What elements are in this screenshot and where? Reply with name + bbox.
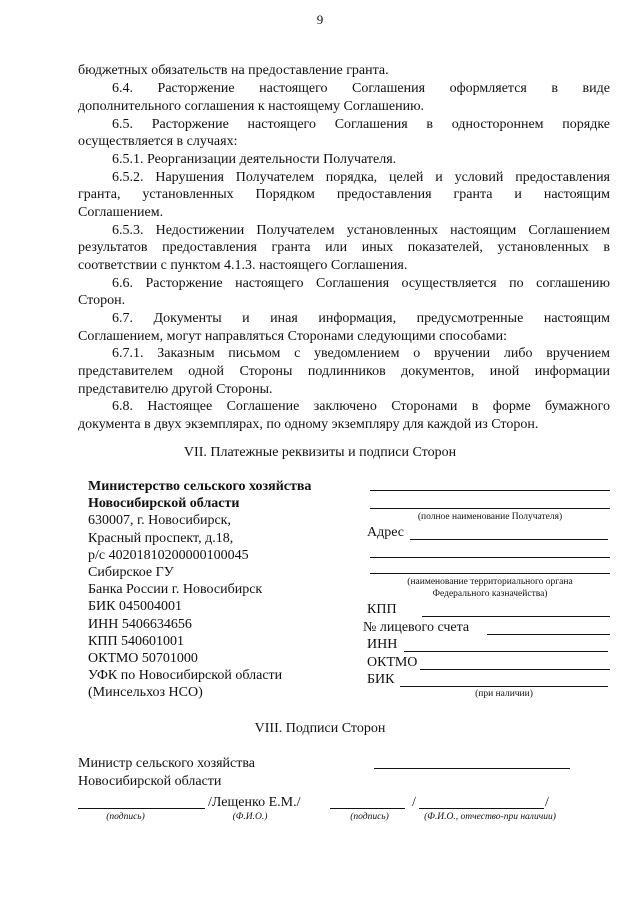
page-number: 9 (316, 12, 324, 27)
clause-6-5-3: 6.5.3. Недостижении Получателем установленных настоящим Соглашением (112, 223, 610, 238)
treasury-line[interactable] (370, 573, 610, 574)
ministry-inn: ИНН 5406634656 (88, 616, 192, 632)
text-line: бюджетных обязательств на предоставление гранта. (78, 63, 389, 78)
ministry-bik: БИК 045004001 (88, 599, 182, 615)
recipient-fio-line[interactable] (419, 808, 544, 809)
recipient-position-line[interactable] (374, 768, 570, 769)
inn-label: ИНН (367, 637, 398, 652)
text-line: Соглашением. (78, 205, 164, 220)
address-line-2[interactable] (370, 557, 610, 558)
ministry-kpp: КПП 540601001 (88, 633, 185, 649)
ministry-oktmo: ОКТМО 50701000 (88, 651, 198, 667)
ministry-bank-line2: Банка России г. Новосибирск (88, 582, 263, 598)
ministry-name-line2: Новосибирской области (88, 496, 240, 512)
minister-title-line2: Новосибирской области (78, 774, 222, 789)
ministry-address-line1: 630007, г. Новосибирск, (88, 513, 231, 529)
caption-signature-1: (подпись) (106, 812, 145, 822)
slash-open: / (412, 795, 416, 810)
text-line: представителю другой Стороны. (78, 382, 273, 397)
ministry-account: р/с 40201810200000100045 (88, 547, 249, 563)
treasury-caption-2: Федерального казначейства) (432, 589, 548, 599)
text-line: гранта, установленных Порядком предоставления гранта и настоящим (78, 187, 610, 202)
treasury-caption-1: (наименование территориального органа (407, 577, 573, 587)
bik-label: БИК (367, 672, 395, 687)
caption-fio-2: (Ф.И.О., отчество-при наличии) (424, 812, 556, 822)
ministry-address-line2: Красный проспект, д.18, (88, 530, 234, 546)
ministry-name-line1: Министерство сельского хозяйства (88, 479, 312, 494)
recipient-signature-line[interactable] (330, 808, 405, 809)
text-line: Соглашением, могут направляться Сторонами следующими способами: (78, 329, 508, 344)
clause-6-7-1: 6.7.1. Заказным письмом с уведомлением о вручении либо вручением (112, 346, 610, 361)
clause-6-5: 6.5. Расторжение настоящего Соглашения в одностороннем порядке (112, 117, 610, 132)
section-7-title: VII. Платежные реквизиты и подписи Сторон (183, 445, 457, 460)
clause-6-7: 6.7. Документы и иная информация, предусмотренные настоящим (112, 311, 610, 326)
ministry-requisites (88, 478, 311, 702)
address-label: Адрес (367, 525, 405, 540)
bik-caption: (при наличии) (475, 689, 533, 699)
clause-6-4: 6.4. Расторжение настоящего Соглашения оформляется в виде (112, 81, 610, 96)
slash-close: / (545, 795, 549, 810)
clause-6-5-2: 6.5.2. Нарушения Получателем порядка, целей и условий предоставления (112, 170, 610, 185)
caption-signature-2: (подпись) (350, 812, 389, 822)
recipient-name-caption: (полное наименование Получателя) (417, 512, 563, 522)
kpp-line[interactable] (422, 616, 610, 617)
address-line[interactable] (410, 539, 608, 540)
text-line: результатов предоставления гранта или иных показателей, установленных в (78, 240, 610, 255)
account-label: № лицевого счета (363, 620, 470, 635)
recipient-name-line-1[interactable] (370, 490, 610, 491)
clause-6-6: 6.6. Расторжение настоящего Соглашения осуществляется по соглашению (112, 276, 610, 291)
text-line: представителем одной Стороны подлинников документов, иной информации (78, 364, 610, 379)
text-line: соответствии с пунктом 4.1.3. настоящего Соглашения. (78, 258, 408, 273)
ministry-ufk-line2: (Минсельхоз НСО) (88, 685, 203, 701)
oktmo-label: ОКТМО (367, 655, 418, 670)
text-line: документа в двух экземплярах, по одному экземпляру для каждой из Сторон. (78, 417, 539, 432)
inn-line[interactable] (404, 651, 608, 652)
text-line: Сторон. (78, 293, 126, 308)
clause-6-8: 6.8. Настоящее Соглашение заключено Сторонами в форме бумажного (112, 399, 610, 414)
text-line: осуществляется в случаях: (78, 134, 238, 149)
clause-6-5-1: 6.5.1. Реорганизации деятельности Получателя. (112, 152, 397, 167)
minister-name: /Лещенко Е.М./ (208, 795, 301, 810)
minister-title-line1: Министр сельского хозяйства (78, 756, 255, 771)
ministry-ufk-line1: УФК по Новосибирской области (88, 668, 283, 684)
caption-fio-1: (Ф.И.О.) (232, 812, 268, 822)
account-line[interactable] (487, 634, 610, 635)
bik-line[interactable] (400, 686, 608, 687)
recipient-name-line-2[interactable] (370, 508, 610, 509)
oktmo-line[interactable] (420, 669, 610, 670)
minister-signature-line[interactable] (78, 808, 205, 809)
section-8-title: VIII. Подписи Сторон (254, 721, 386, 736)
ministry-bank-line1: Сибирское ГУ (88, 565, 174, 581)
text-line: дополнительного соглашения к настоящему Соглашению. (78, 99, 425, 114)
kpp-label: КПП (367, 602, 397, 617)
